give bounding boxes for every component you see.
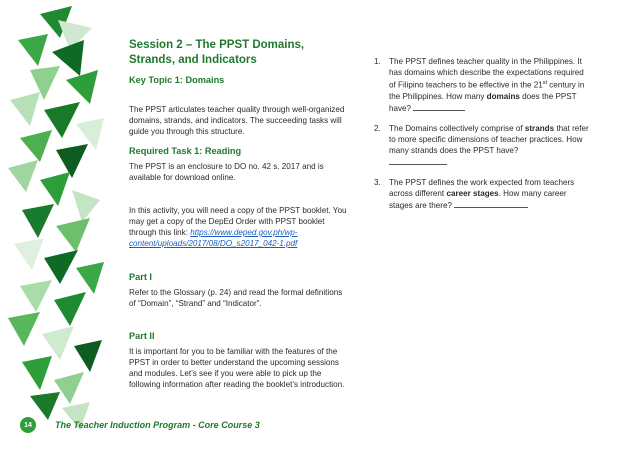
question-item: 2. The Domains collectively comprise of strands that refer to more specific dimensions of teacher practices. How many strands does the PPST have? [374, 123, 589, 168]
triangle-decoration [0, 0, 115, 451]
answer-blank[interactable] [389, 156, 447, 165]
question-item: 3. The PPST defines the work expected from teachers across different career stages. How many career stages are there? [374, 177, 575, 210]
activity-paragraph [129, 205, 351, 249]
left-column [129, 38, 351, 390]
part1-paragraph: Refer to the Glossary (p. 24) and read the formal definitions of “Domain”, “Strand” and “Indicator”. [129, 288, 343, 308]
right-column [374, 56, 589, 211]
key-topic-heading: Key Topic 1: Domains [129, 75, 225, 85]
ppst-download-link[interactable]: https://www.deped.gov.ph/wp-content/uploads/2017/08/DO_s2017_042-1.pdf [129, 228, 298, 248]
session-title: Session 2 – The PPST Domains, Strands, and Indicators [129, 39, 305, 66]
intro-paragraph: The PPST articulates teacher quality through well-organized domains, strands, and indicators. The succeeding tasks will guide you through this structure. [129, 105, 345, 136]
question-number: 3. [374, 177, 381, 187]
activity-text: In this activity, you will need a copy of the PPST booklet. You may get a copy of the DepEd Order with PPST booklet through this link: [129, 206, 347, 237]
enclosure-paragraph: The PPST is an enclosure to DO no. 42 s. 2017 and is available for download online. [129, 162, 324, 182]
question-list [374, 56, 589, 211]
part1-heading: Part I [129, 272, 152, 282]
question-number: 2. [374, 123, 381, 133]
part2-heading: Part II [129, 331, 155, 341]
answer-blank[interactable] [413, 102, 465, 111]
program-title: The Teacher Induction Program - Core Course 3 [55, 420, 260, 430]
question-item: 1. The PPST defines teacher quality in the Philippines. It has domains which describe the expectations required of Filipino teachers to be effective in the 21st century in the Philippines. How many domains does the PPST have? [374, 57, 585, 113]
part2-paragraph: It is important for you to be familiar with the features of the PPST in order to better understand the upcoming sessions and modules. Let’s see if you were able to pick up the following information after reading the booklet’s introduction. [129, 347, 345, 389]
answer-blank[interactable] [454, 199, 528, 208]
page-number-badge: 14 [20, 417, 36, 433]
required-task-heading: Required Task 1: Reading [129, 146, 242, 156]
question-number: 1. [374, 57, 381, 66]
